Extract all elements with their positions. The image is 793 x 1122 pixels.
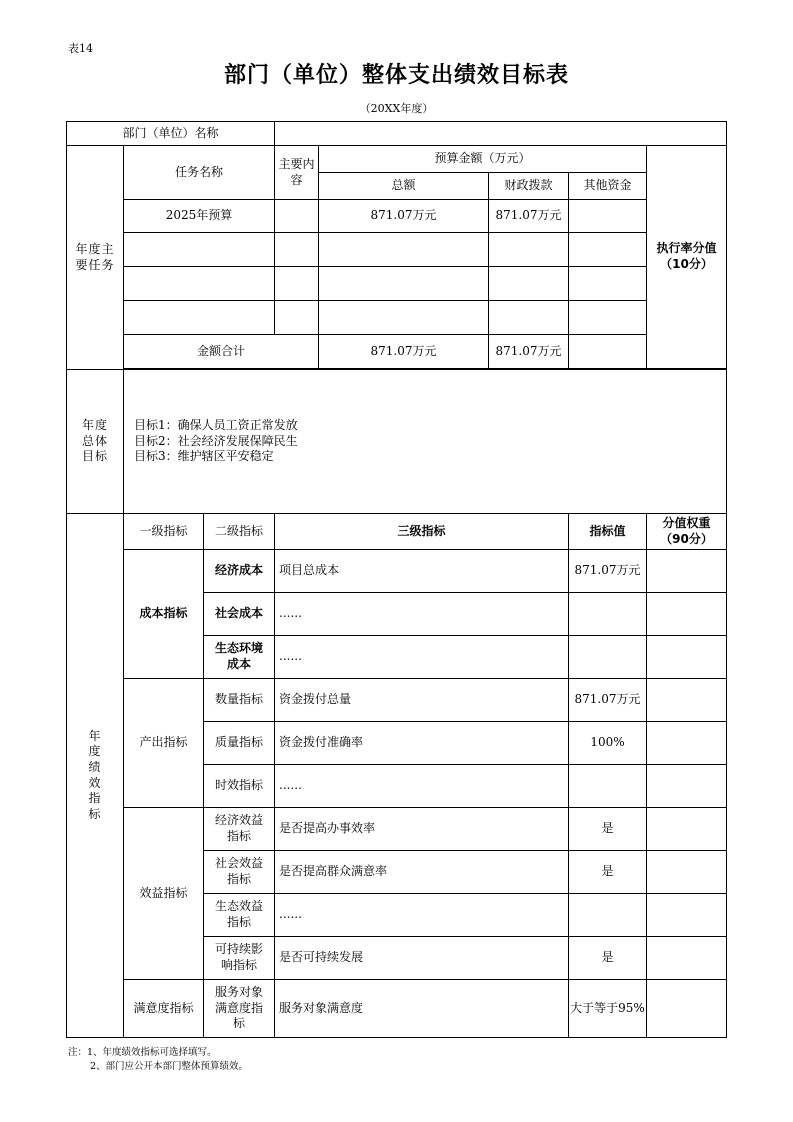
task-other-cell[interactable] (569, 233, 647, 267)
main-content-header: 主要内容 (275, 146, 319, 200)
level3-cell[interactable]: 资金拨付准确率 (275, 722, 569, 765)
goal-item: 目标3：维护辖区平安稳定 (134, 449, 274, 464)
level2-cell: 生态环境成本 (204, 636, 275, 679)
level3-cell[interactable]: 项目总成本 (275, 550, 569, 593)
weight-cell[interactable] (647, 593, 727, 636)
indicator-row (67, 550, 727, 593)
weight-cell[interactable] (647, 894, 727, 937)
level3-cell[interactable]: ...... (275, 765, 569, 808)
weight-cell[interactable] (647, 808, 727, 851)
task-total-cell[interactable] (319, 233, 489, 267)
task-fiscal-cell[interactable] (489, 233, 569, 267)
weight-cell[interactable] (647, 765, 727, 808)
level3-cell[interactable]: 服务对象满意度 (275, 980, 569, 1038)
sum-fiscal-cell[interactable]: 871.07万元 (489, 335, 569, 369)
output-indicator-label: 产出指标 (124, 679, 204, 808)
level3-header: 三级指标 (275, 514, 569, 550)
task-other-cell[interactable] (569, 200, 647, 233)
indicator-value-cell[interactable]: 是 (569, 937, 647, 980)
task-content-cell[interactable] (275, 233, 319, 267)
table-number: 表14 (68, 42, 93, 55)
performance-target-table (66, 121, 727, 1038)
footnote-item: 注：1、年度绩效指标可选择填写。 (68, 1047, 217, 1058)
level2-cell: 时效指标 (204, 765, 275, 808)
task-content-cell[interactable] (275, 301, 319, 335)
task-fiscal-cell[interactable] (489, 267, 569, 301)
other-funds-header: 其他资金 (569, 173, 647, 200)
cost-indicator-label: 成本指标 (124, 550, 204, 679)
task-other-cell[interactable] (569, 301, 647, 335)
task-name-header: 任务名称 (124, 146, 275, 200)
indicator-value-cell[interactable] (569, 765, 647, 808)
indicator-row (67, 808, 727, 851)
level3-cell[interactable]: 是否可持续发展 (275, 937, 569, 980)
weight-cell[interactable] (647, 937, 727, 980)
annual-overall-goals[interactable] (124, 370, 727, 514)
task-fiscal-cell[interactable] (489, 301, 569, 335)
level3-cell[interactable]: ...... (275, 636, 569, 679)
weight-cell[interactable] (647, 980, 727, 1038)
task-fiscal-cell[interactable]: 871.07万元 (489, 200, 569, 233)
level2-cell: 社会成本 (204, 593, 275, 636)
level2-cell: 经济效益指标 (204, 808, 275, 851)
weight-cell[interactable] (647, 636, 727, 679)
satisfaction-indicator-label: 满意度指标 (124, 980, 204, 1038)
level3-cell[interactable]: 是否提高办事效率 (275, 808, 569, 851)
level2-cell: 可持续影响指标 (204, 937, 275, 980)
indicator-value-cell[interactable]: 是 (569, 808, 647, 851)
indicator-value-cell[interactable] (569, 593, 647, 636)
level1-header: 一级指标 (124, 514, 204, 550)
budget-amount-header: 预算金额（万元） (319, 146, 647, 173)
indicator-value-header: 指标值 (569, 514, 647, 550)
level2-header: 二级指标 (204, 514, 275, 550)
task-name-cell[interactable] (124, 267, 275, 301)
indicator-value-cell[interactable]: 100% (569, 722, 647, 765)
weight-cell[interactable] (647, 722, 727, 765)
indicator-value-cell[interactable]: 871.07万元 (569, 550, 647, 593)
document-subtitle: （20XX年度） (359, 102, 434, 115)
footnote-item: 2、部门应公开本部门整体预算绩效。 (90, 1060, 249, 1072)
task-row (67, 233, 727, 267)
indicator-value-cell[interactable] (569, 894, 647, 937)
fiscal-appropriation-header: 财政拨款 (489, 173, 569, 200)
indicator-row (67, 679, 727, 722)
level2-cell: 社会效益指标 (204, 851, 275, 894)
weight-header: 分值权重（90分） (647, 514, 727, 550)
goal-item: 目标1：确保人员工资正常发放 (134, 418, 298, 433)
task-name-cell[interactable] (124, 233, 275, 267)
task-other-cell[interactable] (569, 267, 647, 301)
task-total-cell[interactable]: 871.07万元 (319, 200, 489, 233)
level2-cell: 生态效益指标 (204, 894, 275, 937)
sum-total-cell[interactable]: 871.07万元 (319, 335, 489, 369)
task-content-cell[interactable] (275, 200, 319, 233)
indicator-value-cell[interactable]: 大于等于95% (569, 980, 647, 1038)
sum-row (67, 335, 727, 369)
goal-item: 目标2：社会经济发展保障民生 (134, 433, 298, 448)
level2-cell: 质量指标 (204, 722, 275, 765)
sum-other-cell[interactable] (569, 335, 647, 369)
document-title: 部门（单位）整体支出绩效目标表 (223, 63, 569, 88)
annual-performance-indicators-label: 年度绩效指标 (67, 514, 124, 1038)
level3-cell[interactable]: 资金拨付总量 (275, 679, 569, 722)
level3-cell[interactable]: ...... (275, 593, 569, 636)
total-amount-header: 总额 (319, 173, 489, 200)
indicator-value-cell[interactable] (569, 636, 647, 679)
weight-cell[interactable] (647, 550, 727, 593)
weight-cell[interactable] (647, 679, 727, 722)
level2-cell: 服务对象满意度指标 (204, 980, 275, 1038)
level2-cell: 经济成本 (204, 550, 275, 593)
task-row (67, 200, 727, 233)
task-name-cell[interactable] (124, 301, 275, 335)
task-row (67, 301, 727, 335)
footnotes (68, 1046, 248, 1074)
exec-rate-score-label: 执行率分值（10分） (647, 146, 727, 369)
task-name-cell[interactable]: 2025年预算 (124, 200, 275, 233)
task-content-cell[interactable] (275, 267, 319, 301)
task-total-cell[interactable] (319, 301, 489, 335)
level2-cell: 数量指标 (204, 679, 275, 722)
level3-cell[interactable]: 是否提高群众满意率 (275, 851, 569, 894)
weight-cell[interactable] (647, 851, 727, 894)
annual-main-tasks-label: 年度主要任务 (67, 146, 124, 370)
indicator-value-cell[interactable]: 871.07万元 (569, 679, 647, 722)
sum-label: 金额合计 (124, 335, 319, 369)
indicator-value-cell[interactable]: 是 (569, 851, 647, 894)
annual-overall-goal-label: 年度总体目标 (67, 370, 124, 514)
task-row (67, 267, 727, 301)
indicator-row (67, 980, 727, 1038)
task-total-cell[interactable] (319, 267, 489, 301)
level3-cell[interactable]: ...... (275, 894, 569, 937)
dept-name-value[interactable] (275, 122, 727, 146)
benefit-indicator-label: 效益指标 (124, 808, 204, 980)
dept-name-label: 部门（单位）名称 (67, 122, 275, 146)
